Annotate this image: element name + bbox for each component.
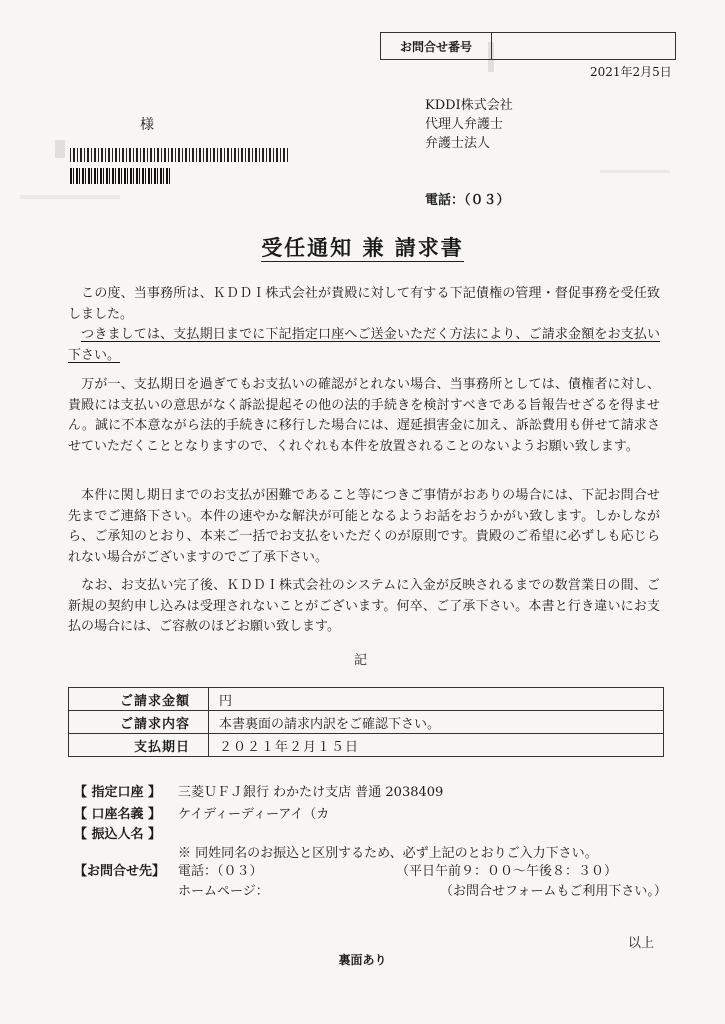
account-name-label: 【 口座名義 】 [74,807,162,822]
payer-note: ※ 同姓同名のお振込と区別するため、必ず上記のとおりご入力下さい。 [178,846,598,861]
paragraph-1b: つきましては、支払期日までに下記指定口座へご送金いただく方法により、ご請求金額をお支払い下さい。 [68,327,660,363]
account-name-value: ケイディーディーアイ（カ [178,807,330,822]
paragraph-4-text: なお、お支払い完了後、ＫＤＤＩ株式会社のシステムに入金が反映されるまでの数営業日の間、ご新規の契約申し込みは受理されないことがございます。何卒、ご了承下さい。本書と行き違いにお支払の場合には、ご容赦のほどお願い致します。 [68,578,660,634]
billing-summary-table [68,687,664,757]
table-row [69,734,664,757]
paragraph-1a: この度、当事務所は、ＫＤＤＩ株式会社が貴殿に対して有する下記債権の管理・督促事務を受任致しました。 [68,286,660,322]
postal-barcode-secondary [70,168,170,184]
show-through-mark [55,140,65,158]
recipient-suffix: 様 [140,117,154,133]
due-date-label: 支払期日 [69,734,209,757]
homepage-label: ホームページ： [178,884,269,899]
inquiry-number-label: お問合せ番号 [381,33,492,59]
payer-name-label: 【 振込人名 】 [74,827,162,842]
content-label: ご請求内容 [69,711,209,734]
postal-barcode [70,148,290,162]
inquiry-number-value [492,33,675,59]
issue-date: 2021年2月5日 [590,65,672,79]
paragraph-3 [68,486,660,568]
paragraph-1 [68,284,660,366]
due-date-value: ２０２１年２月１５日 [209,734,664,757]
reverse-side-note: 裏面あり [338,953,387,967]
contact-phone: 電話：（０３） [178,864,263,879]
sender-block [425,96,513,153]
amount-value: 円 [209,688,664,711]
sender-company: KDDI株式会社 [425,98,513,113]
content-value: 本書裏面の請求内訳をご確認下さい。 [209,711,664,734]
show-through-mark [20,195,120,199]
show-through-mark [600,170,670,173]
contact-label: 【お問合せ先】 [74,864,166,879]
document-title [0,232,725,262]
paragraph-2-text: 万が一、支払期日を過ぎてもお支払いの確認がとれない場合、当事務所としては、債権者に対し、貴殿には支払いの意思がなく訴訟提起その他の法的手続きを検討すべきである旨報告せざるを得ません。誠に不本意ながら法的手続きに移行した場合には、遅延損害金に加え、訴訟費用も併せて請求させていただくこととなりますので、くれぐれも本件を放置されることのないようお願い致します。 [68,377,660,454]
account-label: 【 指定口座 】 [74,785,162,800]
paragraph-4 [68,576,660,638]
table-row [69,688,664,711]
contact-hours: （平日午前９：００～午後８：３０） [396,864,618,879]
sender-agent: 代理人弁護士 [425,117,504,132]
paragraph-2 [68,375,660,457]
table-row [69,711,664,734]
inquiry-number-box [380,32,676,60]
homepage-note: （お問合せフォームもご利用下さい。） [440,884,667,899]
document-title-text: 受任通知 兼 請求書 [261,236,464,260]
sender-firm: 弁護士法人 [425,136,491,151]
account-value: 三菱ＵＦＪ銀行 わかたけ支店 普通 2038409 [178,785,444,800]
ki-marker: 記 [354,653,368,668]
ijo-closing: 以上 [628,936,655,951]
amount-label: ご請求金額 [69,688,209,711]
paragraph-3-text: 本件に関し期日までのお支払が困難であること等につきご事情がおありの場合には、下記お問合せ先までご連絡下さい。本件の速やかな解決が可能となるようお話をおうかがい致します。しかしながら、ご承知のとおり、本来ご一括でお支払をいただくのが原則です。貴殿のご希望に必ずしも応じられない場合がございますのでご了承下さい。 [68,488,660,565]
sender-phone: 電話：（０３） [425,193,510,208]
